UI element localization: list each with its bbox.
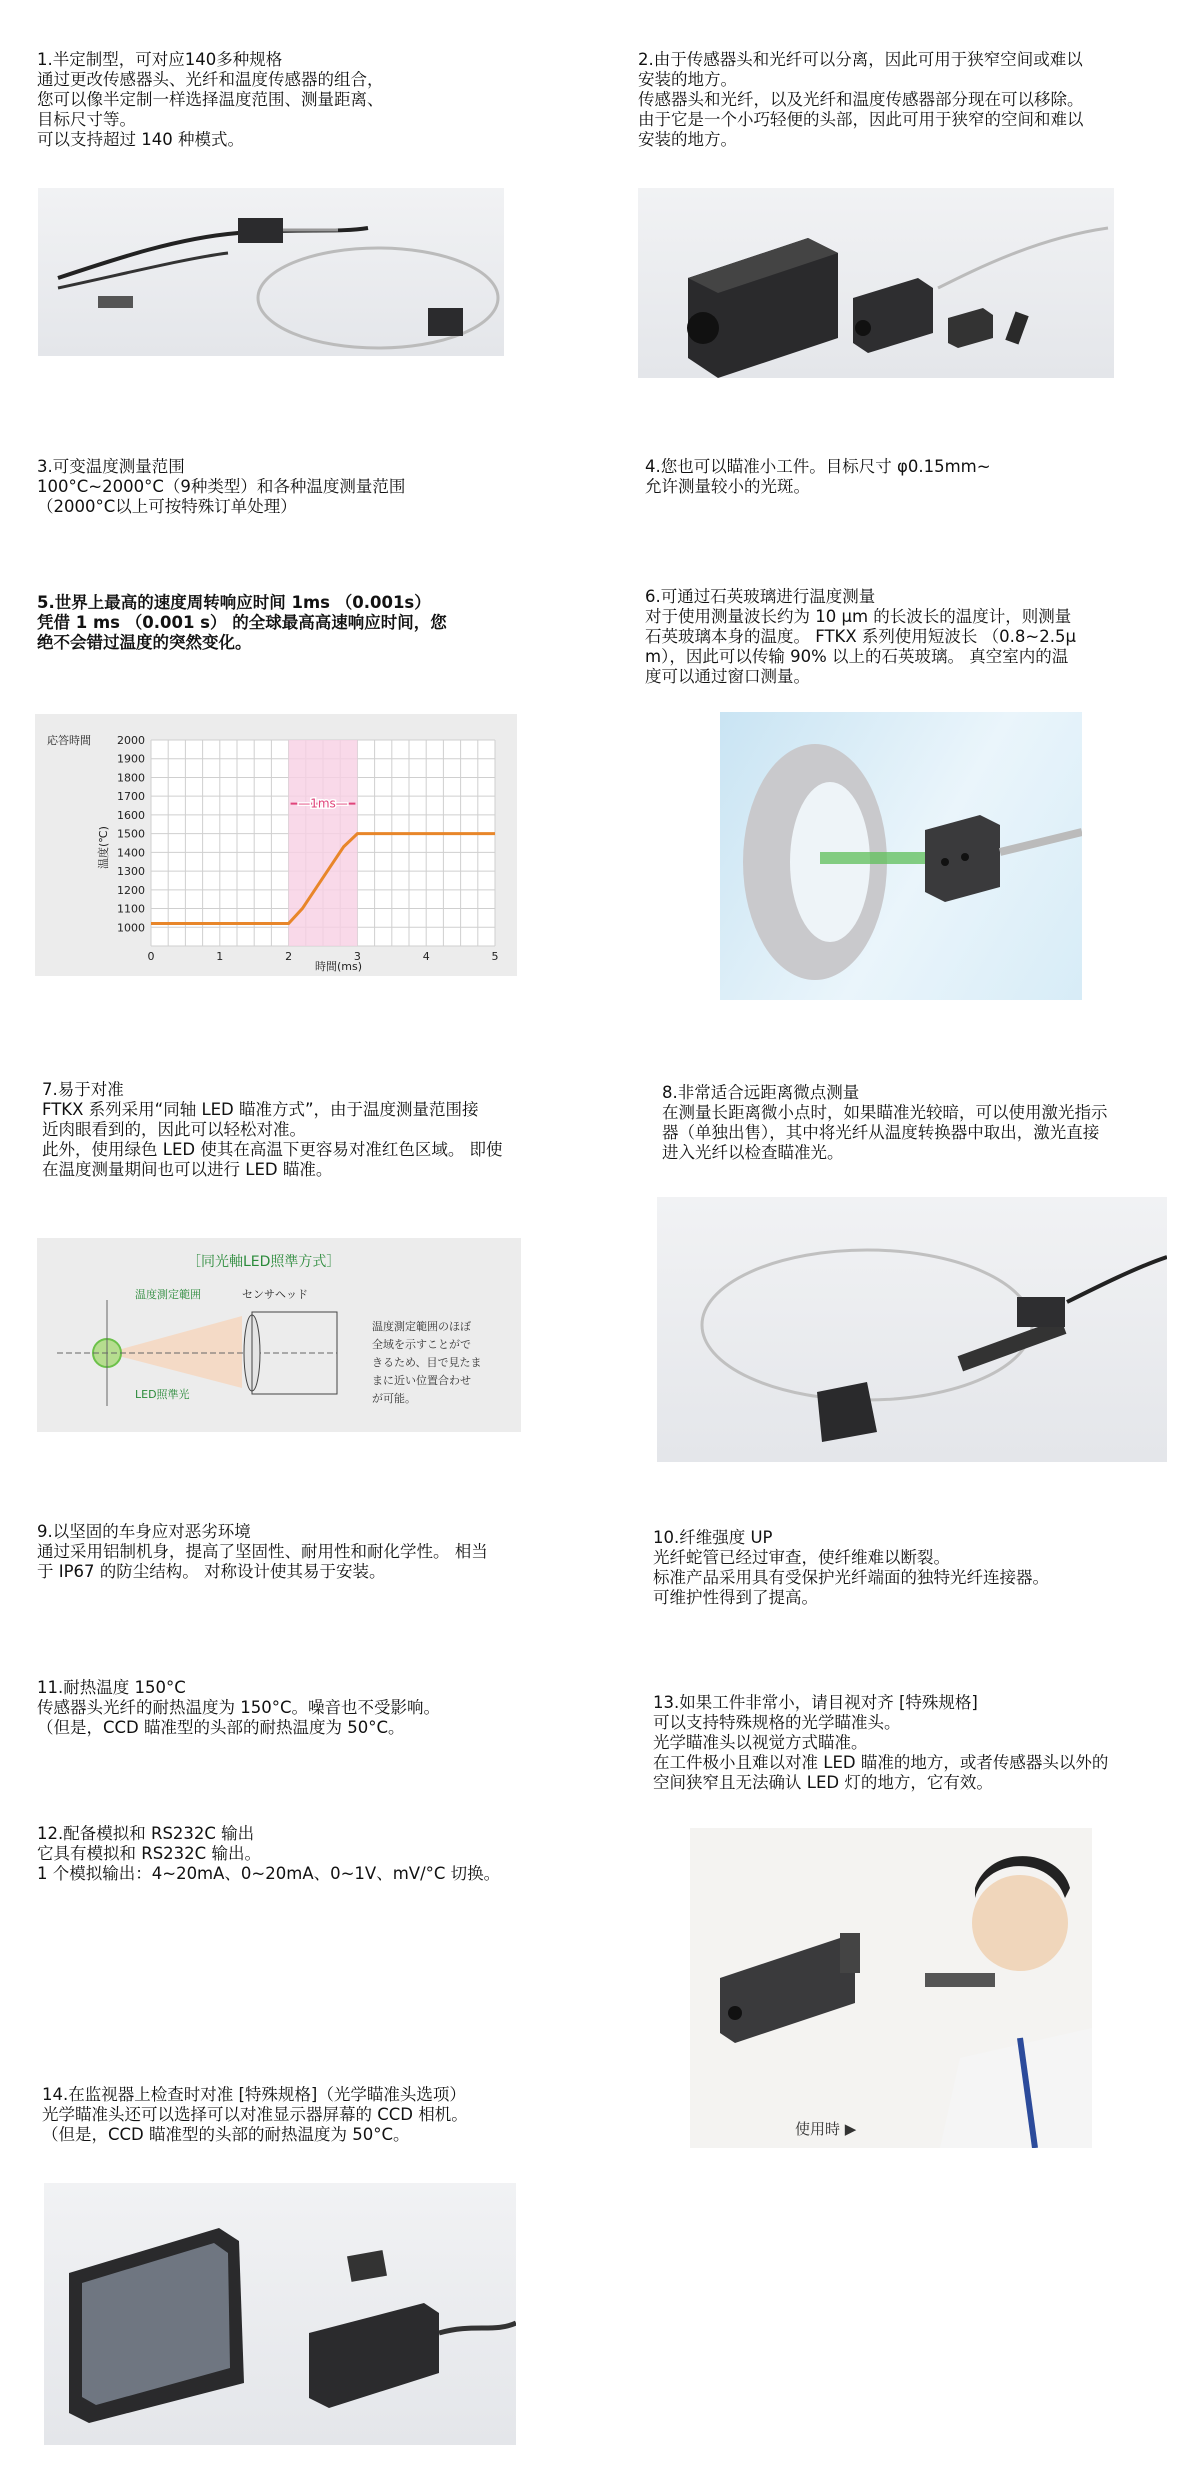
section-9-title: 9.以坚固的车身应对恶劣环境 <box>37 1522 251 1541</box>
section-10 <box>653 1528 1173 1608</box>
section-3 <box>37 457 557 517</box>
section-8-title: 8.非常适合远距离微点测量 <box>662 1083 860 1102</box>
section-4 <box>645 457 1165 497</box>
section-12-title: 12.配备模拟和 RS232C 输出 <box>37 1824 255 1843</box>
section-12 <box>37 1824 577 1884</box>
chart-y-tick-label: 1300 <box>117 865 145 879</box>
section-8 <box>662 1083 1182 1163</box>
chart-y-axis-label: 温度(℃) <box>97 826 110 869</box>
section-1-body: 通过更改传感器头、光纤和温度传感器的组合， 您可以像半定制一样选择温度范围、测量距离、 目标尺寸等。 可以支持超过 140 种模式。 <box>37 70 384 149</box>
chart-x-tick-label: 1 <box>216 950 224 963</box>
section-2-title: 2.由于传感器头和光纤可以分离，因此可用于狭窄空间或难以 <box>638 50 1083 69</box>
section-7-body: FTKX 系列采用“同轴 LED 瞄准方式”，由于温度测量范围接 近肉眼看到的，因此可以轻松对准。 此外，使用绿色 LED 使其在高温下更容易对准红色区域。 即使 在温度测量期间也可以进行 LED 瞄准。 <box>42 1100 503 1179</box>
section-4-title: 4.您也可以瞄准小工件。目标尺寸 φ0.15mm~ <box>645 457 991 476</box>
chart-y-tick-label: 1900 <box>117 752 145 766</box>
chart-y-tick-label: 1700 <box>117 790 145 804</box>
product-image-sensor-heads <box>638 188 1114 378</box>
diagram-note: 温度測定範囲のほぼ 全域を示すことがで きるため、目で見たま まに近い位置合わせ が可能。 <box>372 1320 482 1405</box>
chart-x-tick-label: 5 <box>491 950 499 963</box>
section-13-body: 可以支持特殊规格的光学瞄准头。 光学瞄准头以视觉方式瞄准。 在工件极小且难以对准 LED 瞄准的地方，或者传感器头以外的 空间狭窄且无法确认 LED 灯的地方，它有效。 <box>653 1713 1109 1792</box>
laser-pointer-photo <box>657 1197 1167 1462</box>
chart-x-tick-label: 2 <box>285 950 293 963</box>
section-5-body: 凭借 1 ms （0.001 s） 的全球最高高速响应时间，您 绝不会错过温度的突然变化。 <box>37 613 447 652</box>
chart-y-tick-label: 1200 <box>117 883 145 897</box>
section-14 <box>42 2085 602 2145</box>
chart-x-tick-label: 3 <box>353 950 361 963</box>
chart-y-tick-label: 1400 <box>117 846 145 860</box>
chart-y-tick-label: 1100 <box>117 902 145 916</box>
photo-caption: 使用時 ▶ <box>795 2120 857 2138</box>
section-14-title: 14.在监视器上检查时对准 [特殊规格]（光学瞄准头选项） <box>42 2085 466 2104</box>
chart-y-tick-label: 1800 <box>117 771 145 785</box>
quartz-glass-illustration <box>720 712 1082 1000</box>
section-5 <box>37 593 537 653</box>
diagram-range-label: 温度測定範囲 <box>135 1288 201 1301</box>
section-13 <box>653 1693 1193 1793</box>
section-10-body: 光纤蛇管已经过审查，使纤维难以断裂。 标准产品采用具有受保护光纤端面的独特光纤连接器。 可维护性得到了提高。 <box>653 1548 1049 1607</box>
response-time-chart-svg <box>35 714 517 976</box>
section-8-body: 在测量长距离微小点时，如果瞄准光较暗，可以使用激光指示 器（单独出售），其中将光纤从温度转换器中取出，激光直接 进入光纤以检查瞄准光。 <box>662 1103 1108 1162</box>
response-time-chart <box>35 714 517 976</box>
diagram-head-label: センサヘッド <box>242 1288 308 1301</box>
section-4-body: 允许测量较小的光斑。 <box>645 477 810 496</box>
section-7 <box>42 1080 582 1180</box>
section-7-title: 7.易于对准 <box>42 1080 124 1099</box>
section-1 <box>37 50 477 150</box>
chart-y-tick-label: 1000 <box>117 921 145 935</box>
chart-highlight-label: —1ms— <box>298 796 348 811</box>
section-12-body: 它具有模拟和 RS232C 输出。 1 个模拟输出：4~20mA、0~20mA、0~1V、mV/°C 切换。 <box>37 1844 501 1883</box>
chart-x-tick-label: 0 <box>147 950 155 963</box>
section-6-title: 6.可通过石英玻璃进行温度测量 <box>645 587 876 606</box>
section-1-title: 1.半定制型，可对应140多种规格 <box>37 50 283 69</box>
section-3-title: 3.可变温度测量范围 <box>37 457 185 476</box>
section-6 <box>645 587 1165 687</box>
optical-aiming-photo <box>690 1828 1092 2148</box>
section-2-body: 安装的地方。 传感器头和光纤，以及光纤和温度传感器部分现在可以移除。 由于它是一个小巧轻便的头部，因此可用于狭窄的空间和难以 安装的地方。 <box>638 70 1084 149</box>
section-9 <box>37 1522 597 1582</box>
chart-y-tick-label: 1500 <box>117 827 145 841</box>
section-3-body: 100°C~2000°C（9种类型）和各种温度测量范围 （2000°C以上可按特殊订单处理） <box>37 477 406 516</box>
product-image-sensor-kit <box>38 188 504 356</box>
diagram-title: ［同光軸LED照準方式］ <box>187 1254 341 1270</box>
section-13-title: 13.如果工件非常小，请目视对齐 [特殊规格] <box>653 1693 978 1712</box>
chart-title: 応答時間 <box>47 734 91 747</box>
section-10-title: 10.纤维强度 UP <box>653 1528 773 1547</box>
chart-x-tick-label: 4 <box>422 950 430 963</box>
monitor-camera-photo <box>44 2183 516 2445</box>
section-9-body: 通过采用铝制机身，提高了坚固性、耐用性和耐化学性。 相当 于 IP67 的防尘结构。 对称设计使其易于安装。 <box>37 1542 488 1581</box>
section-14-body: 光学瞄准头还可以选择可以对准显示器屏幕的 CCD 相机。 （但是，CCD 瞄准型的头部的耐热温度为 50°C。 <box>42 2105 468 2144</box>
diagram-led-label: LED照準光 <box>135 1388 190 1401</box>
chart-y-tick-label: 2000 <box>117 734 145 747</box>
section-5-title: 5.世界上最高的速度周转响应时间 1ms （0.001s） <box>37 593 431 612</box>
chart-x-axis-label: 時間(ms) <box>315 960 363 973</box>
chart-y-tick-label: 1600 <box>117 808 145 822</box>
section-6-body: 对于使用测量波长约为 10 μm 的长波长的温度计，则测量 石英玻璃本身的温度。 FTKX 系列使用短波长 （0.8~2.5μ m），因此可以传输 90% 以上的石英玻璃。 真空室内的温 度可以通过窗口测量。 <box>645 607 1076 686</box>
section-11-body: 传感器头光纤的耐热温度为 150°C。噪音也不受影响。 （但是，CCD 瞄准型的头部的耐热温度为 50°C。 <box>37 1698 441 1737</box>
section-11-title: 11.耐热温度 150°C <box>37 1678 186 1697</box>
coaxial-led-diagram <box>37 1238 521 1432</box>
section-11 <box>37 1678 557 1738</box>
section-2 <box>638 50 1158 150</box>
